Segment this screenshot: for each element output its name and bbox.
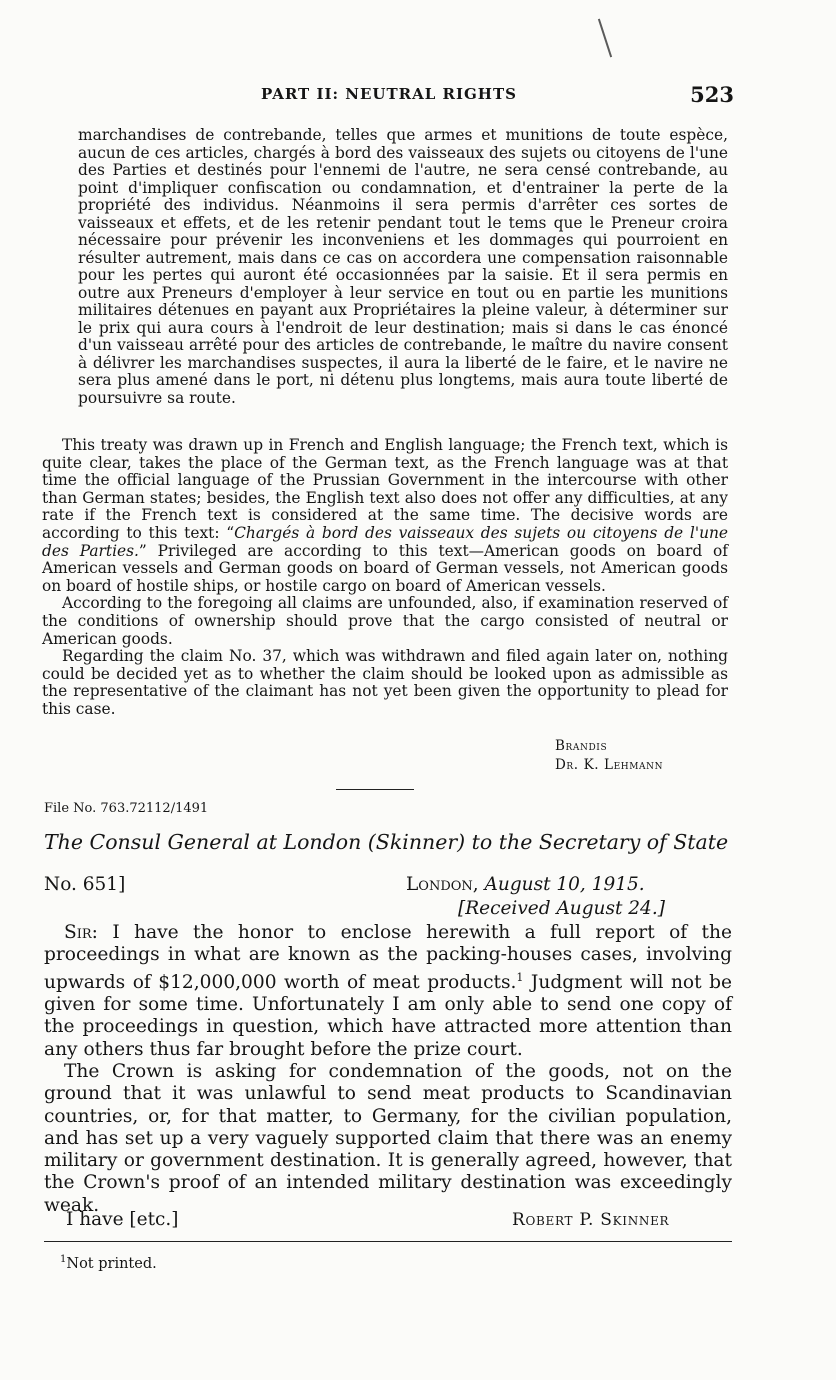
dateline-city: London, [406, 874, 479, 895]
section-divider [336, 789, 414, 790]
footnote-rule [44, 1241, 732, 1242]
paragraph-treaty-language [42, 437, 728, 595]
paragraph-text: ” Privileged are according to this text—American goods on board of American vessels and German goods on board of German vessels, not American goods on board of hostile ships, or hostile cargo on board of American vessels. [42, 541, 728, 595]
signature-brandis: Brandis [555, 738, 608, 754]
signer-name: Robert P. Skinner [512, 1210, 670, 1230]
received-date: [Received August 24.] [458, 898, 665, 919]
signature-lehmann: Dr. K. Lehmann [555, 757, 664, 773]
running-head [44, 82, 734, 106]
closing: I have [etc.] [66, 1209, 179, 1230]
letter-body [44, 922, 732, 1217]
running-title: PART II: NEUTRAL RIGHTS [261, 85, 517, 103]
paragraph-text: I have the honor to enclose herewith a full report of the proceedings in what are known as the packing-houses cases, involving upwards of $12,000,000 worth of meat products. [44, 922, 732, 993]
paragraph-text: This treaty was drawn up in French and English language; the French text, which is quite clear, takes the place of the German text, as the French language was at that time the official language of the Prussian Government in the intercourse with other than German states; besides, the English text also does not offer any difficulties, at any rate if the French text is considered at the same time. The decisive words are according to this text: “ [42, 436, 728, 542]
footnote [60, 1254, 157, 1272]
footnote-mark: 1 [60, 1254, 67, 1265]
paragraph-claim-37: Regarding the claim No. 37, which was withdrawn and filed again later on, nothing could be decided yet as to whether the claim should be looked upon as admissible as the representative of the claimant has not yet been given the opportunity to plead for this case. [42, 647, 728, 718]
french-treaty-quote: marchandises de contrebande, telles que armes et munitions de toute espèce, aucun de ces articles, chargés à bord des vaisseaux des sujets ou citoyens de l'une des Parties et destinés pour l'ennemi de l'autre, ne sera censé contrebande, au point d'impliquer confiscation ou condamnation, et d'entrainer la perte de la propriété des individus. Néanmoins il sera permis d'arrêter ces sortes de vaisseaux et effets, et de les retenir pendant tout le tems que le Preneur croira nécessaire pour prévenir les inconveniens et les dommages qui pourroient en résulter autrement, mais dans ce cas on accordera une compensation raisonnable pour les pertes qui auront été occasionnées par la saisie. Et il sera permis en outre aux Preneurs d'employer à leur service en tout ou en partie les munitions militaires détenues en payant aux Propriétaires la pleine valeur, à déterminer sur le prix qui aura cours à l'endroit de leur destination; mais si dans le cas énoncé d'un vaisseau arrêté pour des articles de contrebande, le maître du navire consent à délivrer les marchandises suspectes, il aura la liberté de le faire, et le navire ne sera plus amené dans le port, ni détenu plus longtems, mais aura toute liberté de poursuivre sa route. [78, 126, 728, 407]
footnote-text: Not printed. [66, 1255, 157, 1272]
signature-block [555, 737, 663, 775]
document-title: The Consul General at London (Skinner) to the Secretary of State [44, 830, 729, 854]
paragraph-claims-unfounded: According to the foregoing all claims are unfounded, also, if examination reserved of the conditions of ownership should prove that the cargo consisted of neutral or American goods. [42, 594, 728, 648]
dateline [406, 874, 645, 895]
file-number: File No. 763.72112/1491 [44, 801, 209, 816]
scan-mark [598, 19, 612, 58]
salutation: Sir: [64, 922, 98, 943]
letter-paragraph-1 [44, 922, 732, 1061]
dateline-date: August 10, 1915. [484, 874, 645, 895]
paragraph-text: Judgment will not be given for some time. Unfortunately I am only able to send one copy of the proceedings in question, which have attracted more attention than any others thus far brought before the prize court. [44, 971, 732, 1060]
italic-quote: Chargés à bord des vaisseaux des sujets ou citoyens de l'une des Parties. [42, 523, 728, 560]
report-body [42, 437, 728, 719]
letter-paragraph-2: The Crown is asking for condemnation of the goods, not on the ground that it was unlawful to send meat products to Scandinavian countries, or, for that matter, to Germany, for the civilian population, and has set up a very vaguely supported claim that there was an enemy military or government destination. It is generally agreed, however, that the Crown's proof of an intended military destination was exceedingly weak. [44, 1060, 732, 1216]
page-number: 523 [690, 82, 734, 107]
document-number: No. 651] [44, 874, 126, 895]
footnote-reference: 1 [516, 970, 524, 984]
